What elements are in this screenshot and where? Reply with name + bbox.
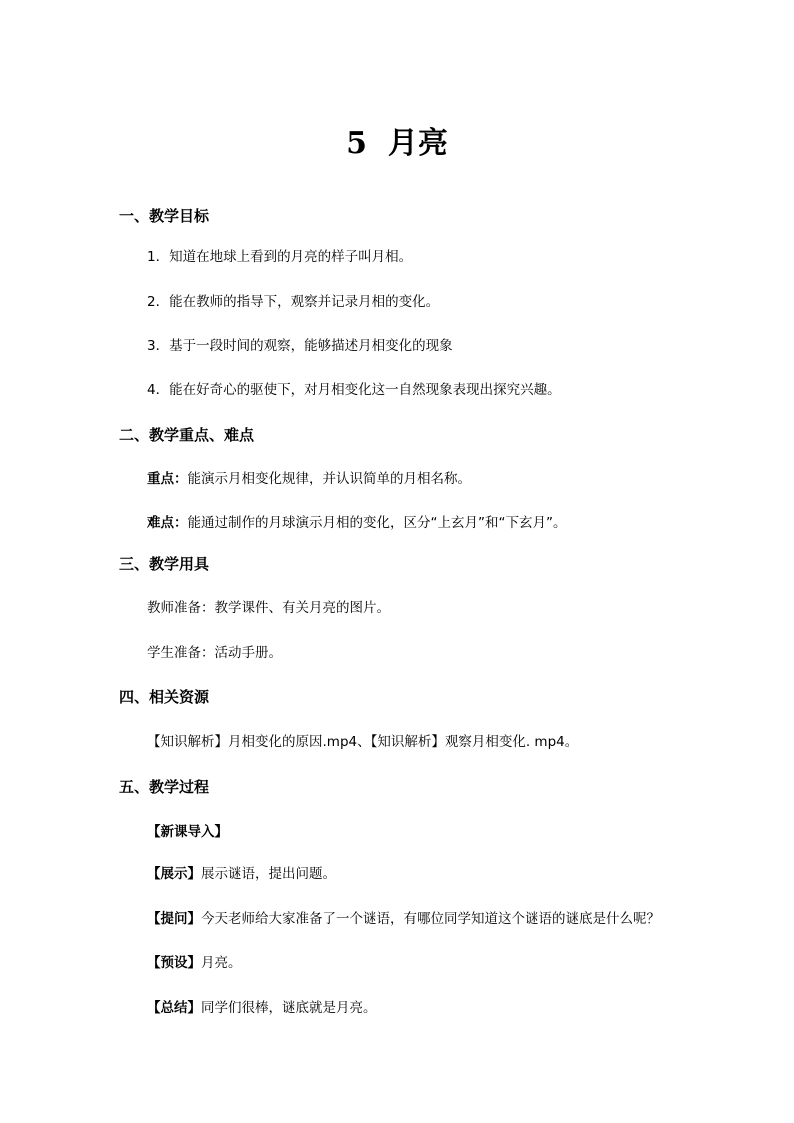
process-row-preset (147, 953, 242, 973)
process-row-summary (147, 998, 377, 1018)
difficulty-row (147, 513, 566, 533)
difficulty-label: 难点： (147, 515, 188, 531)
section-heading-key-points: 二、教学重点、难点 (119, 426, 255, 444)
section-heading-resources: 四、相关资源 (119, 688, 210, 706)
section-heading-objectives: 一、教学目标 (119, 207, 210, 225)
key-point-text: 能演示月相变化规律，并认识简单的月相名称。 (187, 471, 471, 487)
question-text: 今天老师给大家准备了一个谜语，有哪位同学知道这个谜语的谜底是什么呢？ (201, 911, 660, 927)
question-label: 【提问】 (147, 911, 201, 927)
objective-item-4: 4．能在好奇心的驱使下，对月相变化这一自然现象表现出探究兴趣。 (147, 382, 561, 398)
objective-item-3: 3．基于一段时间的观察，能够描述月相变化的现象 (147, 338, 453, 354)
preset-text: 月亮。 (201, 955, 242, 971)
key-point-label: 重点： (147, 471, 188, 487)
show-text: 展示谜语，提出问题。 (201, 866, 336, 882)
section-heading-materials: 三、教学用具 (119, 555, 210, 573)
show-label: 【展示】 (147, 866, 201, 882)
resource-item: 【知识解析】月相变化的原因.mp4、【知识解析】观察月相变化. mp4。 (147, 734, 579, 750)
preset-label: 【预设】 (147, 955, 201, 971)
objective-item-1: 1．知道在地球上看到的月亮的样子叫月相。 (147, 249, 413, 265)
difficulty-text: 能通过制作的月球演示月相的变化，区分“上玄月”和“下玄月”。 (187, 515, 567, 531)
process-row-show (147, 864, 336, 884)
section-heading-process: 五、教学过程 (119, 778, 210, 796)
summary-text: 同学们很棒，谜底就是月亮。 (201, 1000, 377, 1016)
process-row-question (147, 909, 660, 929)
student-prep: 学生准备：活动手册。 (147, 645, 282, 661)
document-title: 5 月亮 (346, 126, 448, 161)
new-lesson-intro-heading: 【新课导入】 (147, 824, 228, 840)
objective-item-2: 2．能在教师的指导下，观察并记录月相的变化。 (147, 294, 440, 310)
key-point-row (147, 469, 471, 489)
summary-label: 【总结】 (147, 1000, 201, 1016)
teacher-prep: 教师准备：教学课件、有关月亮的图片。 (147, 600, 390, 616)
